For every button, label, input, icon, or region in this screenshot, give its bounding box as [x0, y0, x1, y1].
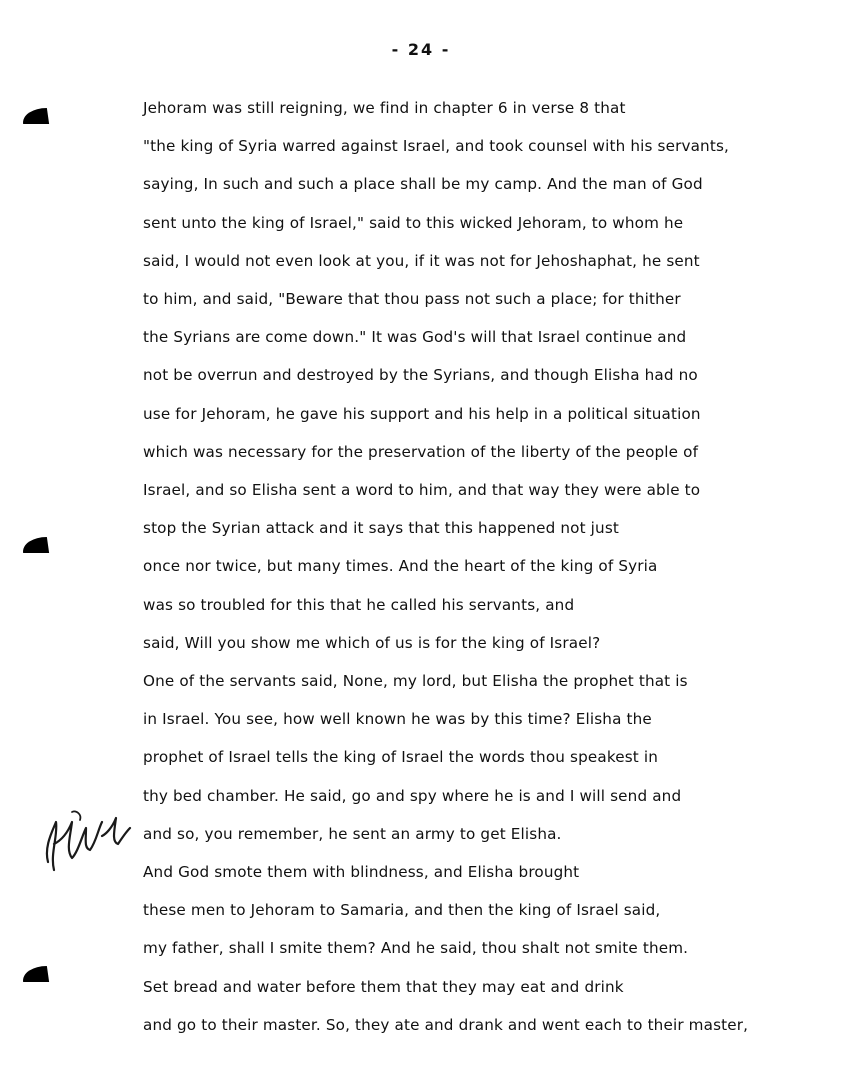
text-line: not be overrun and destroyed by the Syrians, and though Elisha had no	[143, 366, 698, 385]
text-line: One of the servants said, None, my lord, but Elisha the prophet that is	[143, 672, 688, 690]
text-line: Israel, and so Elisha sent a word to him, and that way they were able to	[143, 481, 701, 499]
text-line: Jehoram was still reigning, we find in chapter 6 in verse 8 that	[143, 99, 626, 117]
text-line: sent unto the king of Israel," said to this wicked Jehoram, to whom he	[143, 213, 684, 232]
text-line: to him, and said, "Beware that thou pass not such a place; for thither	[143, 290, 681, 308]
text-line: which was necessary for the preservation of the liberty of the people of	[143, 442, 699, 461]
text-line: was so troubled for this that he called his servants, and	[143, 595, 575, 614]
text-line: thy bed chamber. He said, go and spy where he is and I will send and	[143, 786, 682, 805]
text-line: and go to their master. So, they ate and drank and went each to their master,	[143, 1015, 749, 1034]
text-line: said, Will you show me which of us is for the king of Israel?	[143, 633, 601, 652]
text-line: these men to Jehoram to Samaria, and then the king of Israel said,	[143, 901, 661, 920]
text-line: and so, you remember, he sent an army to get Elisha.	[143, 824, 562, 843]
text-line: the Syrians are come down." It was God's will that Israel continue and	[143, 328, 687, 347]
text-line: saying, In such and such a place shall be my camp. And the man of God	[143, 175, 703, 194]
text-line: use for Jehoram, he gave his support and his help in a political situation	[143, 404, 701, 423]
text-line: Set bread and water before them that they may eat and drink	[143, 977, 624, 996]
text-line: "the king of Syria warred against Israel, and took counsel with his servants,	[143, 137, 729, 156]
text-line: in Israel. You see, how well known he was by this time? Elisha the	[143, 710, 652, 729]
text-line: my father, shall I smite them? And he said, thou shalt not smite them.	[143, 939, 689, 958]
text-line: prophet of Israel tells the king of Israel the words thou speakest in	[143, 748, 659, 767]
text-line: stop the Syrian attack and it says that this happened not just	[143, 519, 619, 538]
text-line: once nor twice, but many times. And the heart of the king of Syria	[143, 557, 658, 576]
page-number: - 24 -	[391, 40, 451, 59]
text-line: And God smote them with blindness, and Elisha brought	[143, 863, 580, 881]
text-line: said, I would not even look at you, if it was not for Jehoshaphat, he sent	[143, 251, 700, 270]
